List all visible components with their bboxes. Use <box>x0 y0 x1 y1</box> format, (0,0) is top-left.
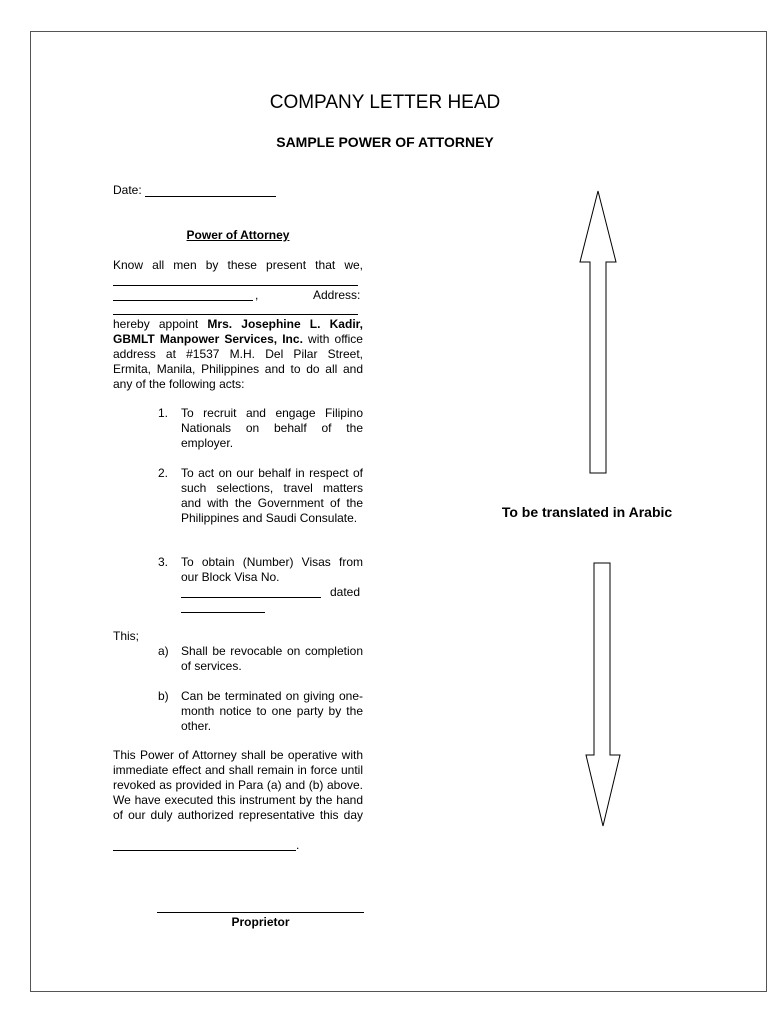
date-label: Date: <box>113 183 142 197</box>
condition-label: a) <box>158 644 169 658</box>
appoint-rest: with office address at #1537 M.H. Del Pilar Street, Ermita, Manila, Philippines and to do all and any of the following acts: <box>113 332 363 391</box>
signature-label: Proprietor <box>231 915 290 929</box>
address-label: Address: <box>313 288 361 302</box>
appointee-name: Mrs. Josephine L. Kadir, GBMLT Manpower Services, Inc. <box>113 317 363 346</box>
act-item: To act on our behalf in respect of such selections, travel matters and with the Government of the Philippines and Saudi Consulate. <box>181 466 363 525</box>
letterhead-title: COMPANY LETTER HEAD <box>269 92 501 113</box>
condition-item: Shall be revocable on completion of services. <box>181 644 363 673</box>
intro-line: Know all men by these present that we, <box>113 258 363 272</box>
act-number: 3. <box>158 555 169 569</box>
section-heading: Power of Attorney <box>186 228 290 242</box>
closing-paragraph: This Power of Attorney shall be operative with immediate effect and shall remain in force until revoked as provided in Para (a) and (b) above. We have executed this instrument by the hand of our duly authorized representative this day <box>113 748 363 822</box>
document-subtitle: SAMPLE POWER OF ATTORNEY <box>276 134 494 150</box>
up-arrow-icon <box>580 191 616 473</box>
dated-label: dated <box>330 585 361 599</box>
this-label: This; <box>113 629 140 643</box>
down-arrow-icon <box>586 563 620 826</box>
translation-note: To be translated in Arabic <box>501 504 673 520</box>
condition-label: b) <box>158 689 169 703</box>
act-item: To recruit and engage Filipino Nationals on behalf of the employer. <box>181 406 363 450</box>
act-number: 1. <box>158 406 169 420</box>
closing-period: . <box>296 838 300 852</box>
act-number: 2. <box>158 466 169 480</box>
appoint-prefix: hereby appoint <box>113 317 208 331</box>
comma-text: , <box>255 288 259 302</box>
condition-item: Can be terminated on giving one-month notice to one party by the other. <box>181 689 363 733</box>
act-item: To obtain (Number) Visas from our Block Visa No. <box>181 555 363 584</box>
